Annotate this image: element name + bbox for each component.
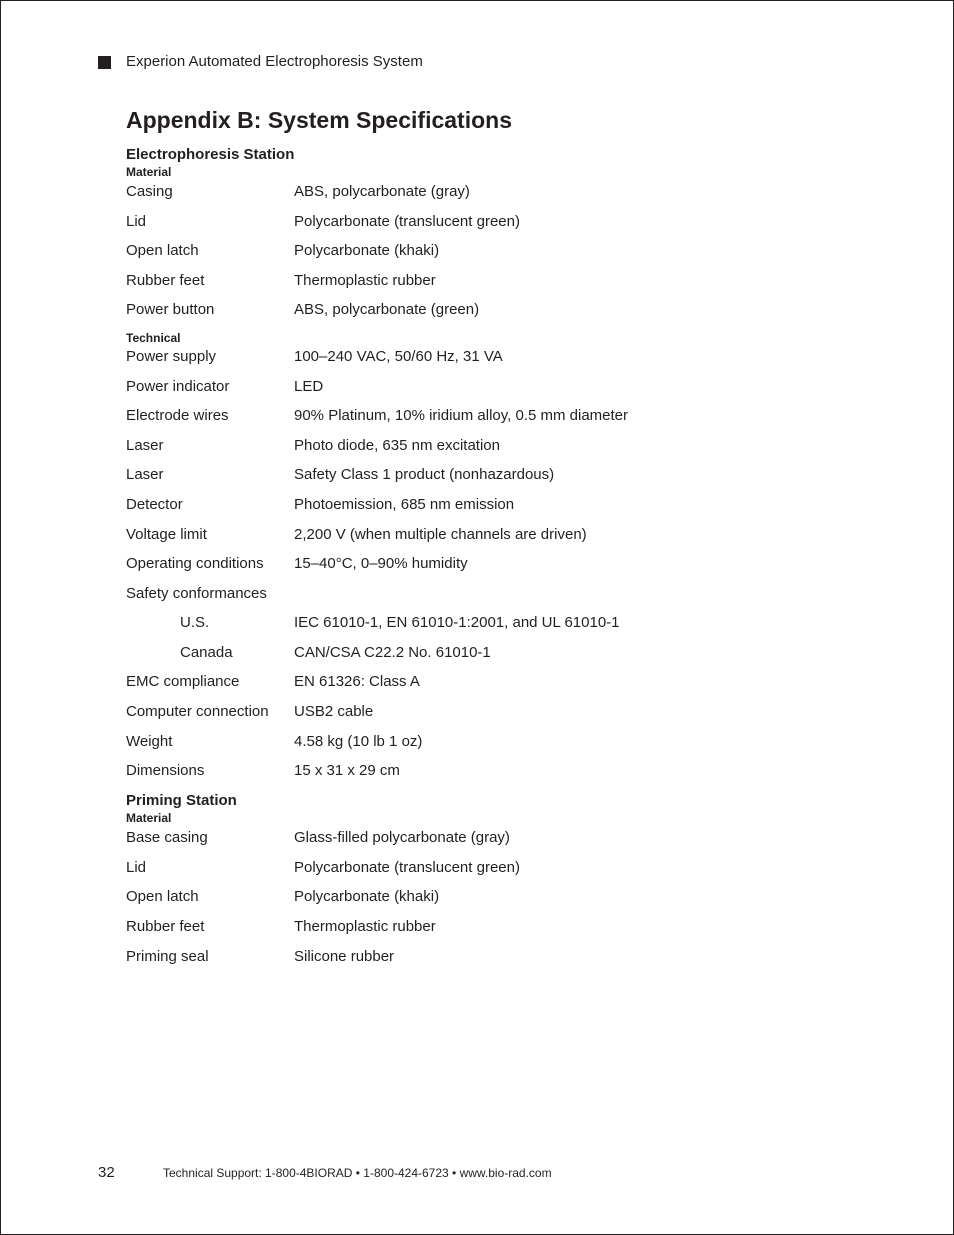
spec-label: Lid — [126, 213, 147, 230]
spec-row — [126, 857, 726, 879]
spec-value: Glass-filled polycarbonate (gray) — [294, 829, 510, 846]
spec-row — [126, 642, 726, 664]
spec-value: Safety Class 1 product (nonhazardous) — [294, 466, 555, 483]
spec-label: Operating conditions — [126, 555, 264, 572]
header-square-marker — [98, 56, 111, 69]
spec-value: Polycarbonate (khaki) — [294, 242, 440, 259]
spec-value: Photoemission, 685 nm emission — [294, 496, 515, 513]
spec-row — [126, 671, 726, 693]
spec-row — [126, 435, 726, 457]
spec-label: Dimensions — [126, 762, 205, 779]
section-heading-electrophoresis: Electrophoresis Station — [126, 146, 295, 163]
spec-value: Thermoplastic rubber — [294, 272, 436, 289]
spec-label: Detector — [126, 496, 183, 513]
spec-value: LED — [294, 378, 324, 395]
spec-label: Safety conformances — [126, 585, 267, 602]
spec-row — [126, 553, 726, 575]
footer-support-text: Technical Support: 1-800-4BIORAD • 1-800-424-6723 • www.bio-rad.com — [163, 1166, 552, 1180]
page-number: 32 — [98, 1164, 115, 1181]
spec-label: Priming seal — [126, 948, 209, 965]
spec-label: Voltage limit — [126, 526, 207, 543]
spec-row — [126, 731, 726, 753]
spec-value: 90% Platinum, 10% iridium alloy, 0.5 mm diameter — [294, 407, 629, 424]
spec-value: Thermoplastic rubber — [294, 918, 436, 935]
spec-label: Canada — [180, 644, 233, 661]
spec-row — [126, 612, 726, 634]
spec-value: USB2 cable — [294, 703, 374, 720]
spec-label: Base casing — [126, 829, 208, 846]
page-title: Appendix B: System Specifications — [126, 107, 512, 133]
spec-value: 4.58 kg (10 lb 1 oz) — [294, 733, 423, 750]
section-heading-priming: Priming Station — [126, 792, 237, 809]
spec-label: Electrode wires — [126, 407, 229, 424]
spec-row — [126, 494, 726, 516]
spec-value: Polycarbonate (translucent green) — [294, 213, 520, 230]
spec-label: Power button — [126, 301, 215, 318]
spec-row — [126, 181, 726, 203]
spec-value: Polycarbonate (translucent green) — [294, 859, 520, 876]
spec-value: IEC 61010-1, EN 61010-1:2001, and UL 61010-1 — [294, 614, 620, 631]
spec-row — [126, 270, 726, 292]
spec-value: 2,200 V (when multiple channels are driven) — [294, 526, 587, 543]
spec-label: Rubber feet — [126, 918, 205, 935]
spec-row — [126, 827, 726, 849]
spec-row — [126, 346, 726, 368]
spec-label: Open latch — [126, 888, 199, 905]
spec-value: ABS, polycarbonate (gray) — [294, 183, 470, 200]
spec-value: Polycarbonate (khaki) — [294, 888, 440, 905]
spec-value: CAN/CSA C22.2 No. 61010-1 — [294, 644, 491, 661]
spec-row — [126, 299, 726, 321]
spec-row — [126, 405, 726, 427]
spec-label: EMC compliance — [126, 673, 240, 690]
spec-value: ABS, polycarbonate (green) — [294, 301, 480, 318]
spec-row — [126, 946, 726, 968]
spec-row — [126, 760, 726, 782]
spec-label: Open latch — [126, 242, 199, 259]
subheading-technical: Technical — [126, 331, 181, 345]
spec-label: Power supply — [126, 348, 217, 365]
spec-row — [126, 524, 726, 546]
spec-label: Rubber feet — [126, 272, 205, 289]
running-title: Experion Automated Electrophoresis System — [126, 53, 423, 70]
spec-row — [126, 583, 726, 605]
spec-label: Lid — [126, 859, 147, 876]
spec-row — [126, 886, 726, 908]
spec-row — [126, 211, 726, 233]
spec-value: Photo diode, 635 nm excitation — [294, 437, 500, 454]
spec-label: Computer connection — [126, 703, 269, 720]
spec-label: Laser — [126, 437, 164, 454]
spec-row — [126, 701, 726, 723]
spec-row — [126, 376, 726, 398]
spec-value: 15–40°C, 0–90% humidity — [294, 555, 468, 572]
spec-value: Silicone rubber — [294, 948, 395, 965]
spec-value: 15 x 31 x 29 cm — [294, 762, 400, 779]
spec-label: Laser — [126, 466, 164, 483]
spec-label: Power indicator — [126, 378, 230, 395]
spec-value: EN 61326: Class A — [294, 673, 420, 690]
spec-row — [126, 240, 726, 262]
spec-label: Weight — [126, 733, 173, 750]
subheading-material: Material — [126, 165, 172, 179]
spec-label: U.S. — [180, 614, 210, 631]
spec-value: 100–240 VAC, 50/60 Hz, 31 VA — [294, 348, 503, 365]
spec-row — [126, 916, 726, 938]
subheading-material: Material — [126, 811, 172, 825]
spec-row — [126, 464, 726, 486]
spec-label: Casing — [126, 183, 173, 200]
